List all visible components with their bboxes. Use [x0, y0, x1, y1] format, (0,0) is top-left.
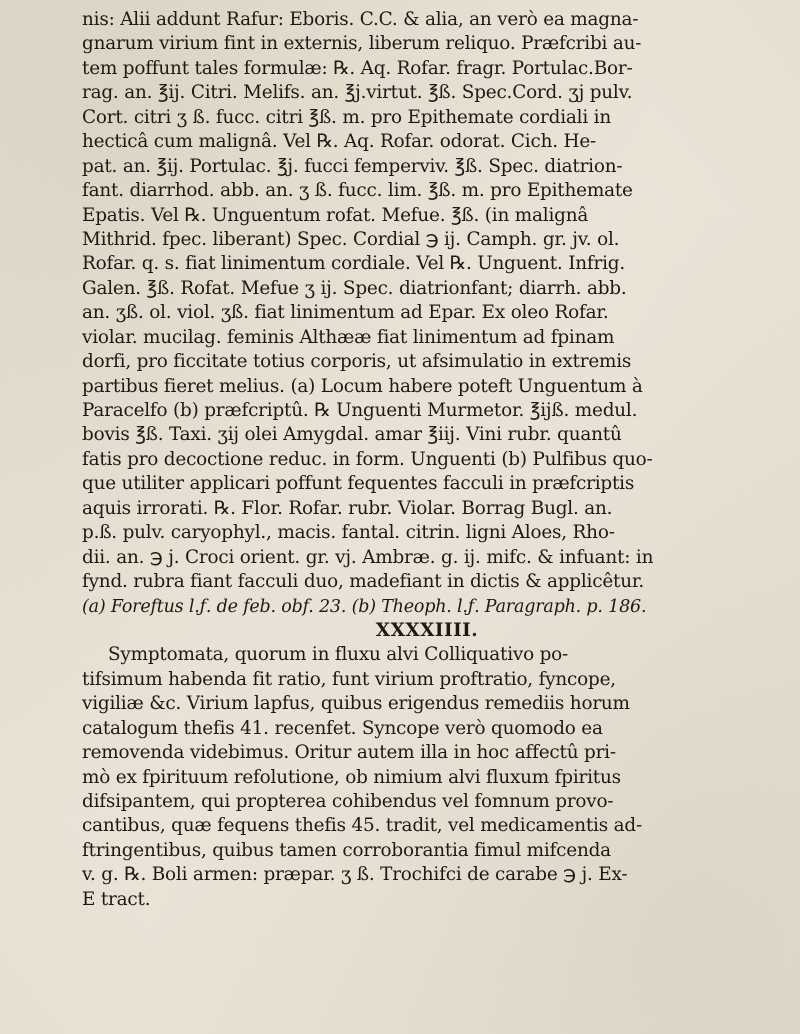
text-line: Galen. ℥ß. Rofat. Mefue ʒ ij. Spec. diatrionfant; diarrh. abb.	[82, 277, 627, 299]
text-line: que utiliter applicari poffunt fequentes facculi in præfcriptis	[82, 473, 635, 495]
text-line: hecticâ cum malignâ. Vel ℞. Aq. Rofar. odorat. Cich. He-	[82, 131, 597, 153]
text-line: vigiliæ &c. Virium lapfus, quibus erigendus remediis horum	[82, 693, 630, 715]
text-line: violar. mucilag. feminis Althææ fiat linimentum ad fpinam	[82, 326, 615, 348]
text-line: Symptomata, quorum in fluxu alvi Colliquativo po-	[108, 644, 569, 666]
text-line: tifsimum habenda fit ratio, funt virium proftratio, fyncope,	[82, 668, 616, 690]
text-line: pat. an. ℥ij. Portulac. ℥j. fucci femperviv. ℥ß. Spec. diatrion-	[82, 155, 623, 177]
text-line: an. ʒß. ol. viol. ʒß. fiat linimentum ad Epar. Ex oleo Rofar.	[82, 302, 609, 324]
text-line: fatis pro decoctione reduc. in form. Unguenti (b) Pulfibus quo-	[82, 448, 653, 470]
text-line: fynd. rubra fiant facculi duo, madefiant in dictis & applicêtur.	[82, 571, 645, 593]
footnote-line: (a) Foreftus l.ƒ. de feb. obf. 23. (b) Theoph. l.ƒ. Paragraph. p. 186.	[82, 596, 647, 617]
text-line: Epatis. Vel ℞. Unguentum rofat. Mefue. ℥ß. (in malignâ	[82, 204, 589, 226]
text-line: bovis ℥ß. Taxi. ʒij olei Amygdal. amar ℥iij. Vini rubr. quantû	[82, 424, 622, 446]
text-line: ftringentibus, quibus tamen corroborantia fimul mifcenda	[82, 839, 611, 861]
text-line: gnarum virium fint in externis, liberum reliquo. Præfcribi au-	[82, 33, 642, 55]
text-line: nis: Alii addunt Rafur: Eboris. C.C. & alia, an verò ea magna-	[82, 9, 639, 30]
text-line: removenda videbimus. Oritur autem illa in hoc affectû pri-	[82, 742, 616, 764]
text-line: Mithrid. fpec. liberant) Spec. Cordial ℈ ij. Camph. gr. jv. ol.	[82, 228, 620, 250]
text-line: v. g. ℞. Boli armen: præpar. ʒ ß. Trochifci de carabe ℈ j. Ex-	[82, 864, 628, 886]
text-line: dii. an. ℈ j. Croci orient. gr. vj. Ambræ. g. ij. mifc. & infuant: in	[82, 546, 654, 568]
text-line: difsipantem, qui propterea cohibendus vel fomnum provo-	[82, 791, 614, 812]
text-line: dorfi, pro ficcitate totius corporis, ut afsimulatio in extremis	[82, 351, 632, 373]
text-line: Paracelfo (b) præfcriptû. ℞ Unguenti Murmetor. ℥ijß. medul.	[82, 400, 638, 421]
text-line: rag. an. ℥ij. Citri. Melifs. an. ℥j.virtut. ℥ß. Spec.Cord. ʒj pulv.	[82, 82, 633, 104]
section-number: XXXXIIII.	[375, 619, 479, 641]
text-line: E tract.	[82, 888, 151, 910]
text-line: cantibus, quæ fequens thefis 45. tradit, vel medicamentis ad-	[82, 815, 642, 837]
page-text	[82, 8, 772, 912]
text-line: aquis irrorati. ℞. Flor. Rofar. rubr. Violar. Borrag Bugl. an.	[82, 497, 613, 519]
text-line: mò ex fpirituum refolutione, ob nimium alvi fluxum fpiritus	[82, 766, 621, 788]
text-line: Cort. citri ʒ ß. fucc. citri ℥ß. m. pro Epithemate cordiali in	[82, 106, 611, 128]
text-line: tem poffunt tales formulæ: ℞. Aq. Rofar. fragr. Portulac.Bor-	[82, 57, 633, 79]
text-line: Rofar. q. s. fiat linimentum cordiale. Vel ℞. Unguent. Infrig.	[82, 253, 626, 275]
text-line: fant. diarrhod. abb. an. ʒ ß. fucc. lim. ℥ß. m. pro Epithemate	[82, 180, 633, 202]
text-line: p.ß. pulv. caryophyl., macis. fantal. citrin. ligni Aloes, Rho-	[82, 522, 615, 544]
text-line: partibus fieret melius. (a) Locum habere poteft Unguentum à	[82, 375, 643, 397]
text-line: catalogum thefis 41. recenfet. Syncope verò quomodo ea	[82, 717, 603, 739]
